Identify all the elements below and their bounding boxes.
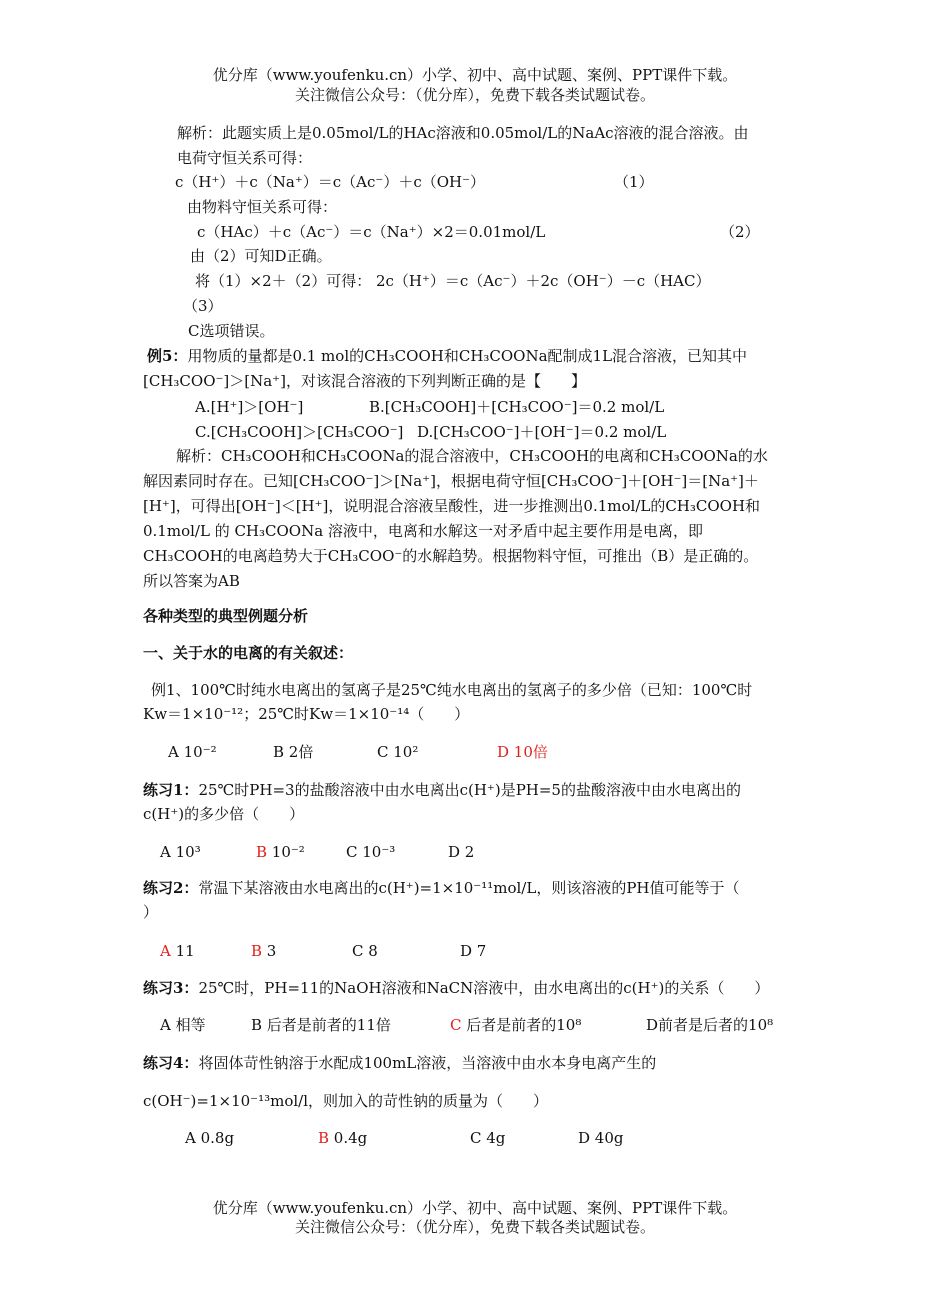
- practice4-option-b-letter: B: [318, 1129, 330, 1147]
- practice4-option-a: A 0.8g: [185, 1129, 235, 1147]
- practice1-q1-text: 25℃时PH=3的盐酸溶液中由水电离出c(H⁺)是PH=5的盐酸溶液中由水电离出的: [198, 781, 741, 799]
- practice1-option-b: [256, 841, 305, 863]
- practice1-option-b-letter: B: [256, 843, 268, 861]
- practice4-question-1: [143, 1052, 656, 1074]
- practice2-option-a-letter: A: [160, 942, 171, 960]
- practice2-question-2: ）: [143, 903, 159, 921]
- practice3-q1-text: 25℃时，PH=11的NaOH溶液和NaCN溶液中，由水电离出的c(H⁺)的关系（ ）: [198, 979, 770, 997]
- example5-label: 例5：: [147, 347, 188, 365]
- header-line-2: 关注微信公众号：（优分库），免费下载各类试题试卷。: [294, 86, 655, 104]
- practice2-option-b-letter: B: [251, 942, 263, 960]
- practice2-option-a: [160, 940, 195, 962]
- example5-question-1: [147, 345, 747, 367]
- example5-analysis-5: CH₃COOH的电离趋势大于CH₃COO⁻的水解趋势。根据物料守恒，可推出（B）是正确的。: [143, 547, 759, 565]
- example1-option-c: C 10²: [377, 743, 419, 761]
- section-title: 各种类型的典型例题分析: [143, 607, 309, 625]
- practice3-option-d: D前者是后者的10⁸: [646, 1016, 774, 1034]
- equation-3-tag: （3）: [183, 297, 223, 315]
- example1-option-b: B 2倍: [273, 743, 314, 761]
- practice3-option-c: [450, 1014, 581, 1036]
- practice1-option-c: C 10⁻³: [346, 843, 396, 861]
- example5-option-a: A.[H⁺]＞[OH⁻]: [195, 398, 304, 416]
- practice4-q1-text: 将固体苛性钠溶于水配成100mL溶液，当溶液中由水本身电离产生的: [198, 1054, 657, 1072]
- practice2-question-1: [143, 877, 740, 899]
- practice4-question-2: c(OH⁻)=1×10⁻¹³mol/l，则加入的苛性钠的质量为（ ）: [143, 1092, 549, 1110]
- practice4-option-b: [318, 1127, 367, 1149]
- example5-analysis-2: 解因素同时存在。已知[CH₃COO⁻]＞[Na⁺]，根据电荷守恒[CH₃COO⁻]＋[OH⁻]＝[Na⁺]＋: [143, 472, 759, 490]
- practice2-option-c: C 8: [352, 942, 378, 960]
- example1-option-d: D 10倍: [497, 743, 548, 761]
- example5-question-2: [CH₃COO⁻]＞[Na⁺]，对该混合溶液的下列判断正确的是【 】: [143, 372, 586, 390]
- practice1-question-1: [143, 779, 741, 801]
- example5-analysis-4: 0.1mol/L 的 CH₃COONa 溶液中，电离和水解这一对矛盾中起主要作用是电离，即: [143, 522, 703, 540]
- practice2-option-b-text: 3: [262, 942, 277, 960]
- practice1-option-d: D 2: [448, 843, 475, 861]
- example1-question-2: Kw＝1×10⁻¹²；25℃时Kw＝1×10⁻¹⁴（ ）: [143, 705, 470, 723]
- example5-analysis-6: 所以答案为AB: [143, 572, 240, 590]
- practice2-option-d: D 7: [460, 942, 487, 960]
- analysis-line-1: 解析：此题实质上是0.05mol/L的HAc溶液和0.05mol/L的NaAc溶液的混合溶液。由: [177, 124, 749, 142]
- practice4-label: 练习4：: [143, 1054, 199, 1072]
- practice3-option-c-text: 后者是前者的10⁸: [461, 1016, 582, 1034]
- header-line-1: 优分库（www.youfenku.cn）小学、初中、高中试题、案例、PPT课件下载。: [212, 66, 738, 84]
- equation-2: c（HAc）＋c（Ac⁻）＝c（Na⁺）×2＝0.01mol/L: [197, 223, 546, 241]
- practice3-option-b: B 后者是前者的11倍: [251, 1016, 391, 1034]
- section1-title: 一、关于水的电离的有关叙述：: [143, 644, 354, 662]
- analysis-line-3: 由物料守恒关系可得：: [187, 198, 338, 216]
- example5-q1-text: 用物质的量都是0.1 mol的CH₃COOH和CH₃COONa配制成1L混合溶液，已知其中: [187, 347, 748, 365]
- example5-analysis-3: [H⁺]，可得出[OH⁻]＜[H⁺]，说明混合溶液呈酸性，进一步推测出0.1mol/L的CH₃COOH和: [143, 497, 761, 515]
- analysis-line-2: 电荷守恒关系可得：: [177, 149, 313, 167]
- example5-analysis-1: 解析：CH₃COOH和CH₃COONa的混合溶液中，CH₃COOH的电离和CH₃COONa的水: [176, 447, 768, 465]
- practice3-question-1: [143, 977, 769, 999]
- equation-1: c（H⁺）＋c（Na⁺）＝c（Ac⁻）＋c（OH⁻）: [175, 173, 486, 191]
- practice3-label: 练习3：: [143, 979, 199, 997]
- practice2-option-a-text: 11: [170, 942, 195, 960]
- analysis-line-5: 将（1）×2＋（2）可得： 2c（H⁺）＝c（Ac⁻）＋2c（OH⁻）－c（HAC）: [195, 272, 711, 290]
- practice1-option-b-text: 10⁻²: [267, 843, 305, 861]
- practice3-option-c-letter: C: [450, 1016, 462, 1034]
- practice2-option-b: [251, 940, 276, 962]
- analysis-line-4: 由（2）可知D正确。: [190, 247, 332, 265]
- practice1-label: 练习1：: [143, 781, 199, 799]
- analysis-line-6: C选项错误。: [188, 322, 275, 340]
- equation-1-tag: （1）: [614, 173, 654, 191]
- equation-2-tag: （2）: [720, 223, 760, 241]
- practice1-option-a: A 10³: [160, 843, 201, 861]
- footer-line-1: 优分库（www.youfenku.cn）小学、初中、高中试题、案例、PPT课件下载。: [212, 1199, 738, 1217]
- example5-option-c: C.[CH₃COOH]＞[CH₃COO⁻]: [195, 423, 404, 441]
- example5-option-b: B.[CH₃COOH]＋[CH₃COO⁻]＝0.2 mol/L: [369, 398, 665, 416]
- footer-line-2: 关注微信公众号：（优分库），免费下载各类试题试卷。: [294, 1218, 655, 1236]
- practice1-question-2: c(H⁺)的多少倍（ ）: [143, 805, 305, 823]
- practice4-option-c: C 4g: [470, 1129, 506, 1147]
- practice2-label: 练习2：: [143, 879, 199, 897]
- example1-question-1: 例1、100℃时纯水电离出的氢离子是25℃纯水电离出的氢离子的多少倍（已知：100℃时: [151, 681, 753, 699]
- practice2-q1-text: 常温下某溶液由水电离出的c(H⁺)=1×10⁻¹¹mol/L，则该溶液的PH值可能等于（: [198, 879, 740, 897]
- practice4-option-d: D 40g: [578, 1129, 624, 1147]
- practice3-option-a: A 相等: [160, 1016, 206, 1034]
- example1-option-a: A 10⁻²: [168, 743, 217, 761]
- example5-option-d: D.[CH₃COO⁻]＋[OH⁻]＝0.2 mol/L: [417, 423, 667, 441]
- practice4-option-b-text: 0.4g: [329, 1129, 368, 1147]
